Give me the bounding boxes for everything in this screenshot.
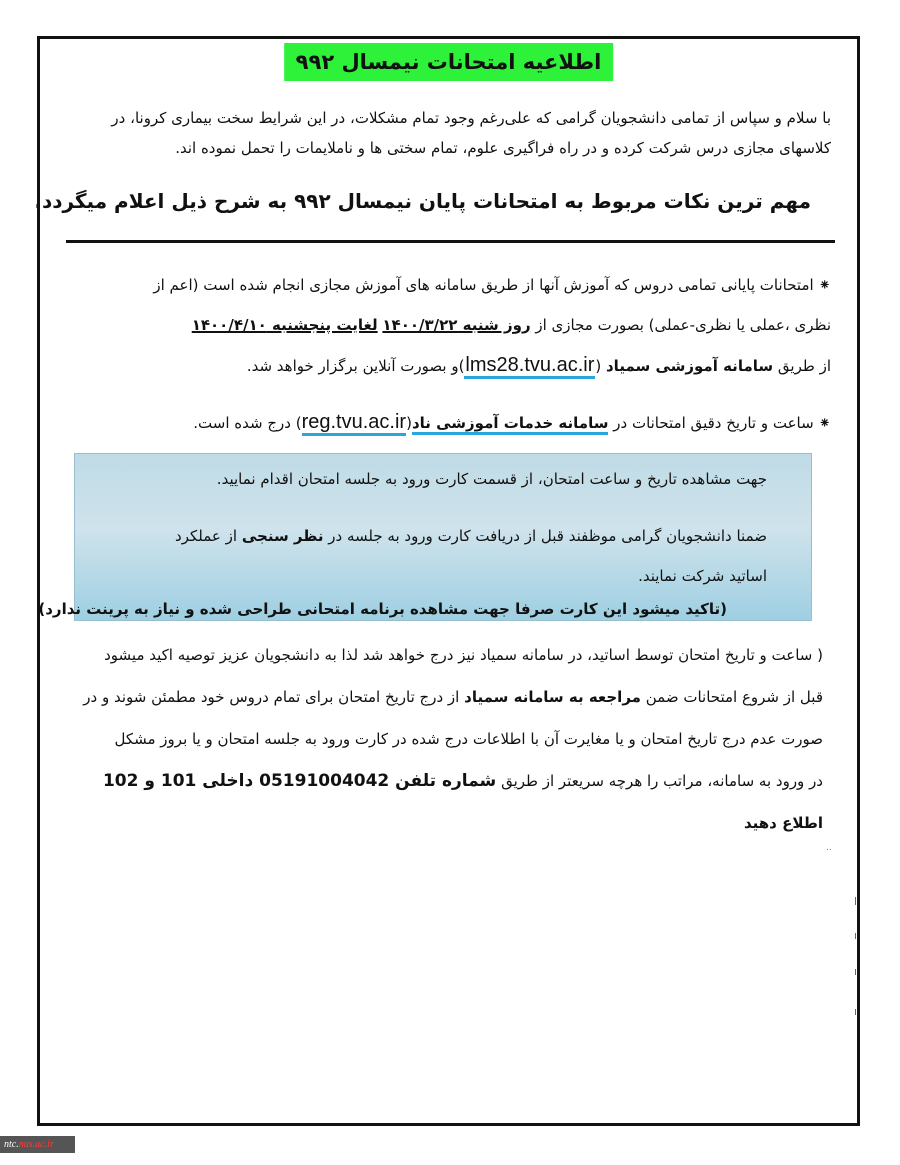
intro-line-1: با سلام و سپاس از تمامی دانشجویان گرامی که علی‌رغم وجود تمام مشکلات، در این شرایط سخت بیماری کرونا، در (111, 109, 831, 127)
watermark-part-1: ntc. (4, 1139, 19, 1150)
edge-mark (855, 933, 856, 939)
stray-mark: .. (826, 843, 832, 853)
para3-line-1: ( ساعت و تاریخ امتحان توسط اساتید، در سامانه سمیاد نیز درج خواهد شد لذا به دانشجویان عزیز توصیه اکید میشود (104, 646, 823, 664)
survey-label: نظر سنجی (241, 527, 324, 545)
intro-paragraph (59, 103, 831, 163)
samyad-paragraph (83, 634, 823, 844)
headline: مهم ترین نکات مربوط به امتحانات پایان نیمسال ۹۹۲ به شرح ذیل اعلام میگردد. (34, 189, 811, 213)
date-until: لغایت پنجشنبه ۱۴۰۰/۴/۱۰ (191, 316, 378, 334)
bullet1-line-3: از طریق سامانه آموزشی سمیاد (lms28.tvu.ac.ir)و بصورت آنلاین برگزار خواهد شد. (153, 345, 831, 386)
intro-line-2: کلاسهای مجازی درس شرکت کرده و در راه فراگیری علوم، تمام سختی ها و ناملایمات را تحمل نموده اند. (175, 139, 831, 157)
para3-line-4 (83, 760, 823, 802)
bullet1-line-1: ⁕ امتحانات پایانی تمامی دروس که آموزش آنها از طریق سامانه های آموزش مجازی انجام شده است (اعم از (153, 276, 831, 294)
para3-line-2-text: قبل از شروع امتحانات ضمن (645, 688, 823, 706)
lms-link[interactable]: lms28.tvu.ac.ir (464, 354, 595, 379)
bullet2-text-a: ⁕ ساعت و تاریخ دقیق امتحانات در (613, 414, 831, 432)
para3-line-2-end: از درج تاریخ امتحان برای تمام دروس خود مطمئن شوند و در (83, 688, 460, 706)
bullet2-text-b: درج شده است. (193, 414, 291, 432)
samyad-referral: مراجعه به سامانه سمیاد (464, 688, 641, 706)
para3-line-3: صورت عدم درج تاریخ امتحان و یا مغایرت آن با اطلاعات درج شده در کارت ورود به جلسه امتحان و یا بروز مشکل (114, 730, 823, 748)
notice-frame (34, 36, 860, 1126)
para3-line-4-text: در ورود به سامانه، مراتب را هرچه سریعتر از طریق (501, 772, 823, 790)
bullet1-line-3-text: از طریق (777, 357, 831, 375)
box-line-1: جهت مشاهده تاریخ و ساعت امتحان، از قسمت کارت ورود به جلسه امتحان اقدام نمایید. (216, 470, 767, 488)
para3-line-2 (83, 676, 823, 718)
box-line-2-end: از عملکرد (175, 527, 238, 545)
box-line-2 (175, 516, 767, 556)
box-note: (تاکید میشود این کارت صرفا جهت مشاهده برنامه امتحانی طراحی شده و نیاز به پرینت ندارد) (38, 600, 727, 618)
edge-mark (855, 1009, 856, 1015)
info-box (38, 453, 812, 621)
date-from: روز شنبه ۱۴۰۰/۳/۲۲ (382, 316, 531, 334)
bullet1-line-3-end: و بصورت آنلاین برگزار خواهد شد. (246, 357, 459, 375)
reg-link[interactable]: reg.tvu.ac.ir (302, 411, 406, 436)
samyad-system-label: سامانه آموزشی سمیاد (605, 357, 774, 375)
box-line-2-text: ضمنا دانشجویان گرامی موظفند قبل از دریافت کارت ورود به جلسه در (328, 527, 767, 545)
bullet1-line-2-text: نظری ،عملی یا نظری-عملی) بصورت مجازی از (535, 316, 831, 334)
phone-number: شماره تلفن 05191004042 داخلی 101 و 102 (102, 771, 497, 791)
notice-title: اطلاعیه امتحانات نیمسال ۹۹۲ (284, 43, 614, 81)
watermark-part-2: nus.ac.ir (18, 1139, 54, 1150)
bullet-exam-schedule: ⁕ ساعت و تاریخ دقیق امتحانات در سامانه خدمات آموزشی ناد(reg.tvu.ac.ir) درج شده است. (193, 402, 831, 443)
bullet-exams-online (153, 265, 831, 386)
edge-mark (855, 897, 856, 905)
box-paragraph (175, 516, 767, 596)
divider (66, 240, 835, 243)
bullet1-line-2 (153, 305, 831, 345)
site-watermark (0, 1136, 75, 1153)
box-line-3: اساتید شرکت نمایند. (638, 567, 767, 585)
para3-line-5: اطلاع دهید (743, 814, 823, 832)
edge-mark (855, 969, 856, 975)
nad-system-label: سامانه خدمات آموزشی ناد (412, 414, 609, 435)
